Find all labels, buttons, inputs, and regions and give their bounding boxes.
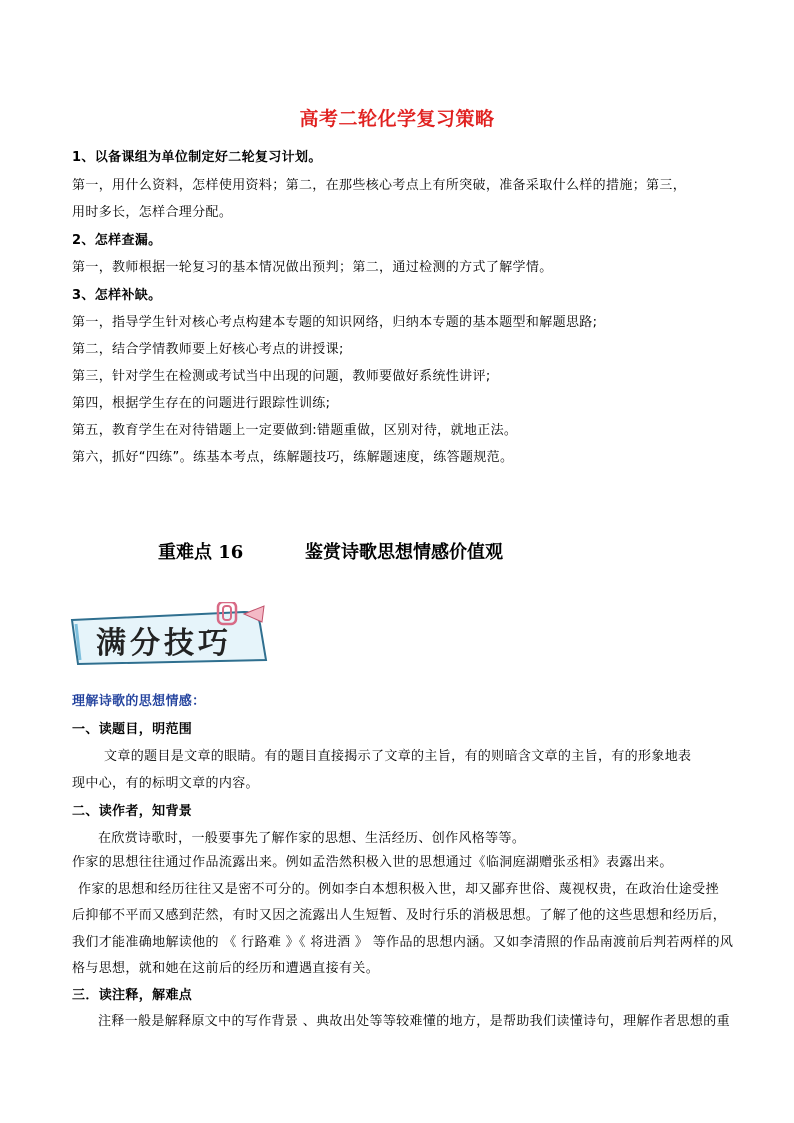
intro-heading: 理解诗歌的思想情感：: [72, 694, 206, 709]
subheading-1: 一、读题目，明范围: [72, 722, 193, 737]
paragraph-line: 第一，指导学生针对核心考点构建本专题的知识网络，归纳本专题的基本题型和解题思路;: [72, 315, 598, 330]
page-title: 高考二轮化学复习策略: [299, 108, 495, 130]
paragraph-line: 第一，教师根据一轮复习的基本情况做出预判；第二，通过检测的方式了解学情。: [72, 260, 553, 275]
section-heading-1: 1、以备课组为单位制定好二轮复习计划。: [72, 150, 322, 165]
subheading-3: 三．读注释，解难点: [72, 988, 193, 1003]
paragraph-line: 后抑郁不平而又感到茫然，有时又因之流露出人生短暂、及时行乐的消极思想。了解了他的这些思想和经历后，: [72, 908, 727, 923]
paragraph-line: 作家的思想往往通过作品流露出来。例如孟浩然积极入世的思想通过《临洞庭湖赠张丞相》表露出来。: [72, 855, 673, 870]
paragraph-line: 第二，结合学情教师要上好核心考点的讲授课;: [72, 342, 344, 357]
paragraph-line: 我们才能准确地解读他的 《 行路难 》《 将进酒 》 等作品的思想内涵。又如李清照的作品南渡前后判若两样的风: [72, 935, 734, 950]
paragraph-line: 在欣赏诗歌时，一般要事先了解作家的思想、生活经历、创作风格等等。: [98, 831, 526, 846]
paragraph-line: 文章的题目是文章的眼睛。有的题目直接揭示了文章的主旨，有的则暗含文章的主旨，有的形象地表: [104, 749, 692, 764]
section-number: 重难点 16: [158, 542, 244, 563]
paragraph-line: 第五，教育学生在对待错题上一定要做到:错题重做，区别对待，就地正法。: [72, 423, 518, 438]
paragraph-line: 格与思想，就和她在这前后的经历和遭遇直接有关。: [72, 961, 380, 976]
section-heading-3: 3、怎样补缺。: [72, 288, 162, 303]
paragraph-line: 第四，根据学生存在的问题进行跟踪性训练;: [72, 396, 331, 411]
subheading-2: 二、读作者，知背景: [72, 804, 193, 819]
paragraph-line: 第六，抓好“四练”。练基本考点，练解题技巧，练解题速度，练答题规范。: [72, 450, 514, 465]
paragraph-line: 作家的思想和经历往往又是密不可分的。例如李白本想积极入世，却又鄙弃世俗、蔑视权贵，在政治仕途受挫: [78, 882, 719, 897]
paragraph-line: 用时多长，怎样合理分配。: [72, 205, 233, 220]
paragraph-line: 第一，用什么资料，怎样使用资料；第二，在那些核心考点上有所突破，准备采取什么样的措施；第三，: [72, 178, 687, 193]
paragraph-line: 现中心，有的标明文章的内容。: [72, 776, 259, 791]
section-heading-2: 2、怎样查漏。: [72, 233, 162, 248]
paragraph-line: 第三，针对学生在检测或考试当中出现的问题，教师要做好系统性讲评;: [72, 369, 491, 384]
paragraph-line: 注释一般是解释原文中的写作背景 、典故出处等等较难懂的地方，是帮助我们读懂诗句，理解作者思想的重: [98, 1014, 730, 1029]
section-title: 鉴赏诗歌思想情感价值观: [305, 542, 503, 563]
banner-label: 满分技巧: [96, 626, 232, 661]
